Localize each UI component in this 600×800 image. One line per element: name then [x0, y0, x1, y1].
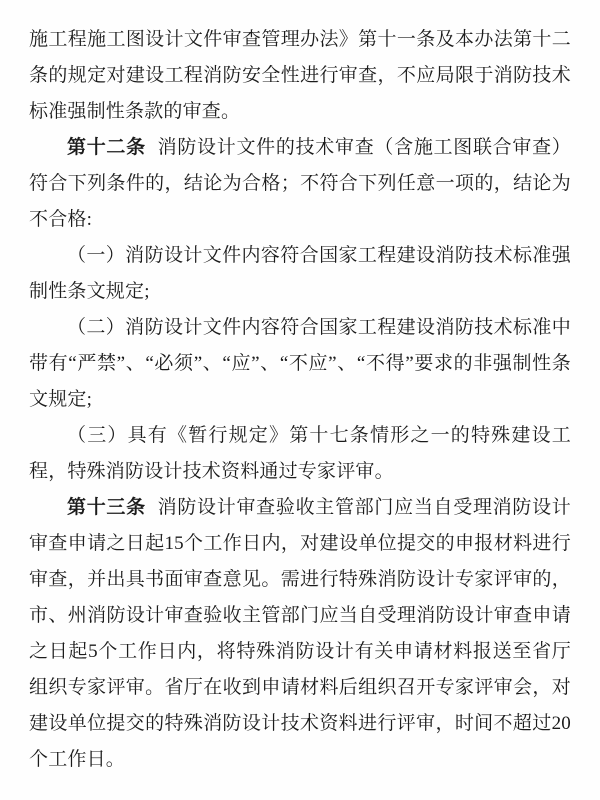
paragraph-item-1 [29, 238, 571, 310]
paragraph-article-12 [29, 130, 571, 238]
paragraph-article-13 [29, 490, 571, 778]
paragraph-text: （二）消防设计文件内容符合国家工程建设消防技术标准中带有“严禁”、“必须”、“应”、“不应”、“不得”要求的非强制性条文规定; [29, 317, 571, 410]
paragraph-text: （三）具有《暂行规定》第十七条情形之一的特殊建设工程，特殊消防设计技术资料通过专家评审。 [29, 425, 571, 482]
paragraph-continuation [29, 22, 571, 130]
article-number-13: 第十三条 [67, 497, 146, 518]
article-number-12: 第十二条 [67, 137, 146, 158]
paragraph-text: （一）消防设计文件内容符合国家工程建设消防技术标准强制性条文规定; [29, 245, 571, 302]
paragraph-item-2 [29, 310, 571, 418]
paragraph-text: 消防设计审查验收主管部门应当自受理消防设计审查申请之日起15个工作日内，对建设单位提交的申报材料进行审查，并出具书面审查意见。需进行特殊消防设计专家评审的，市、州消防设计审查验收主管部门应当自受理消防设计审查申请之日起5个工作日内，将特殊消防设计有关申请材料报送至省厅组织专家评审。省厅在收到申请材料后组织召开专家评审会，对建设单位提交的特殊消防设计技术资料进行评审，时间不超过20个工作日。 [29, 497, 571, 770]
paragraph-text: 施工程施工图设计文件审查管理办法》第十一条及本办法第十二条的规定对建设工程消防安全性进行审查，不应局限于消防技术标准强制性条款的审查。 [29, 29, 571, 122]
paragraph-text: 消防设计文件的技术审查（含施工图联合审查）符合下列条件的，结论为合格；不符合下列任意一项的，结论为不合格: [29, 137, 571, 230]
paragraph-item-3 [29, 418, 571, 490]
